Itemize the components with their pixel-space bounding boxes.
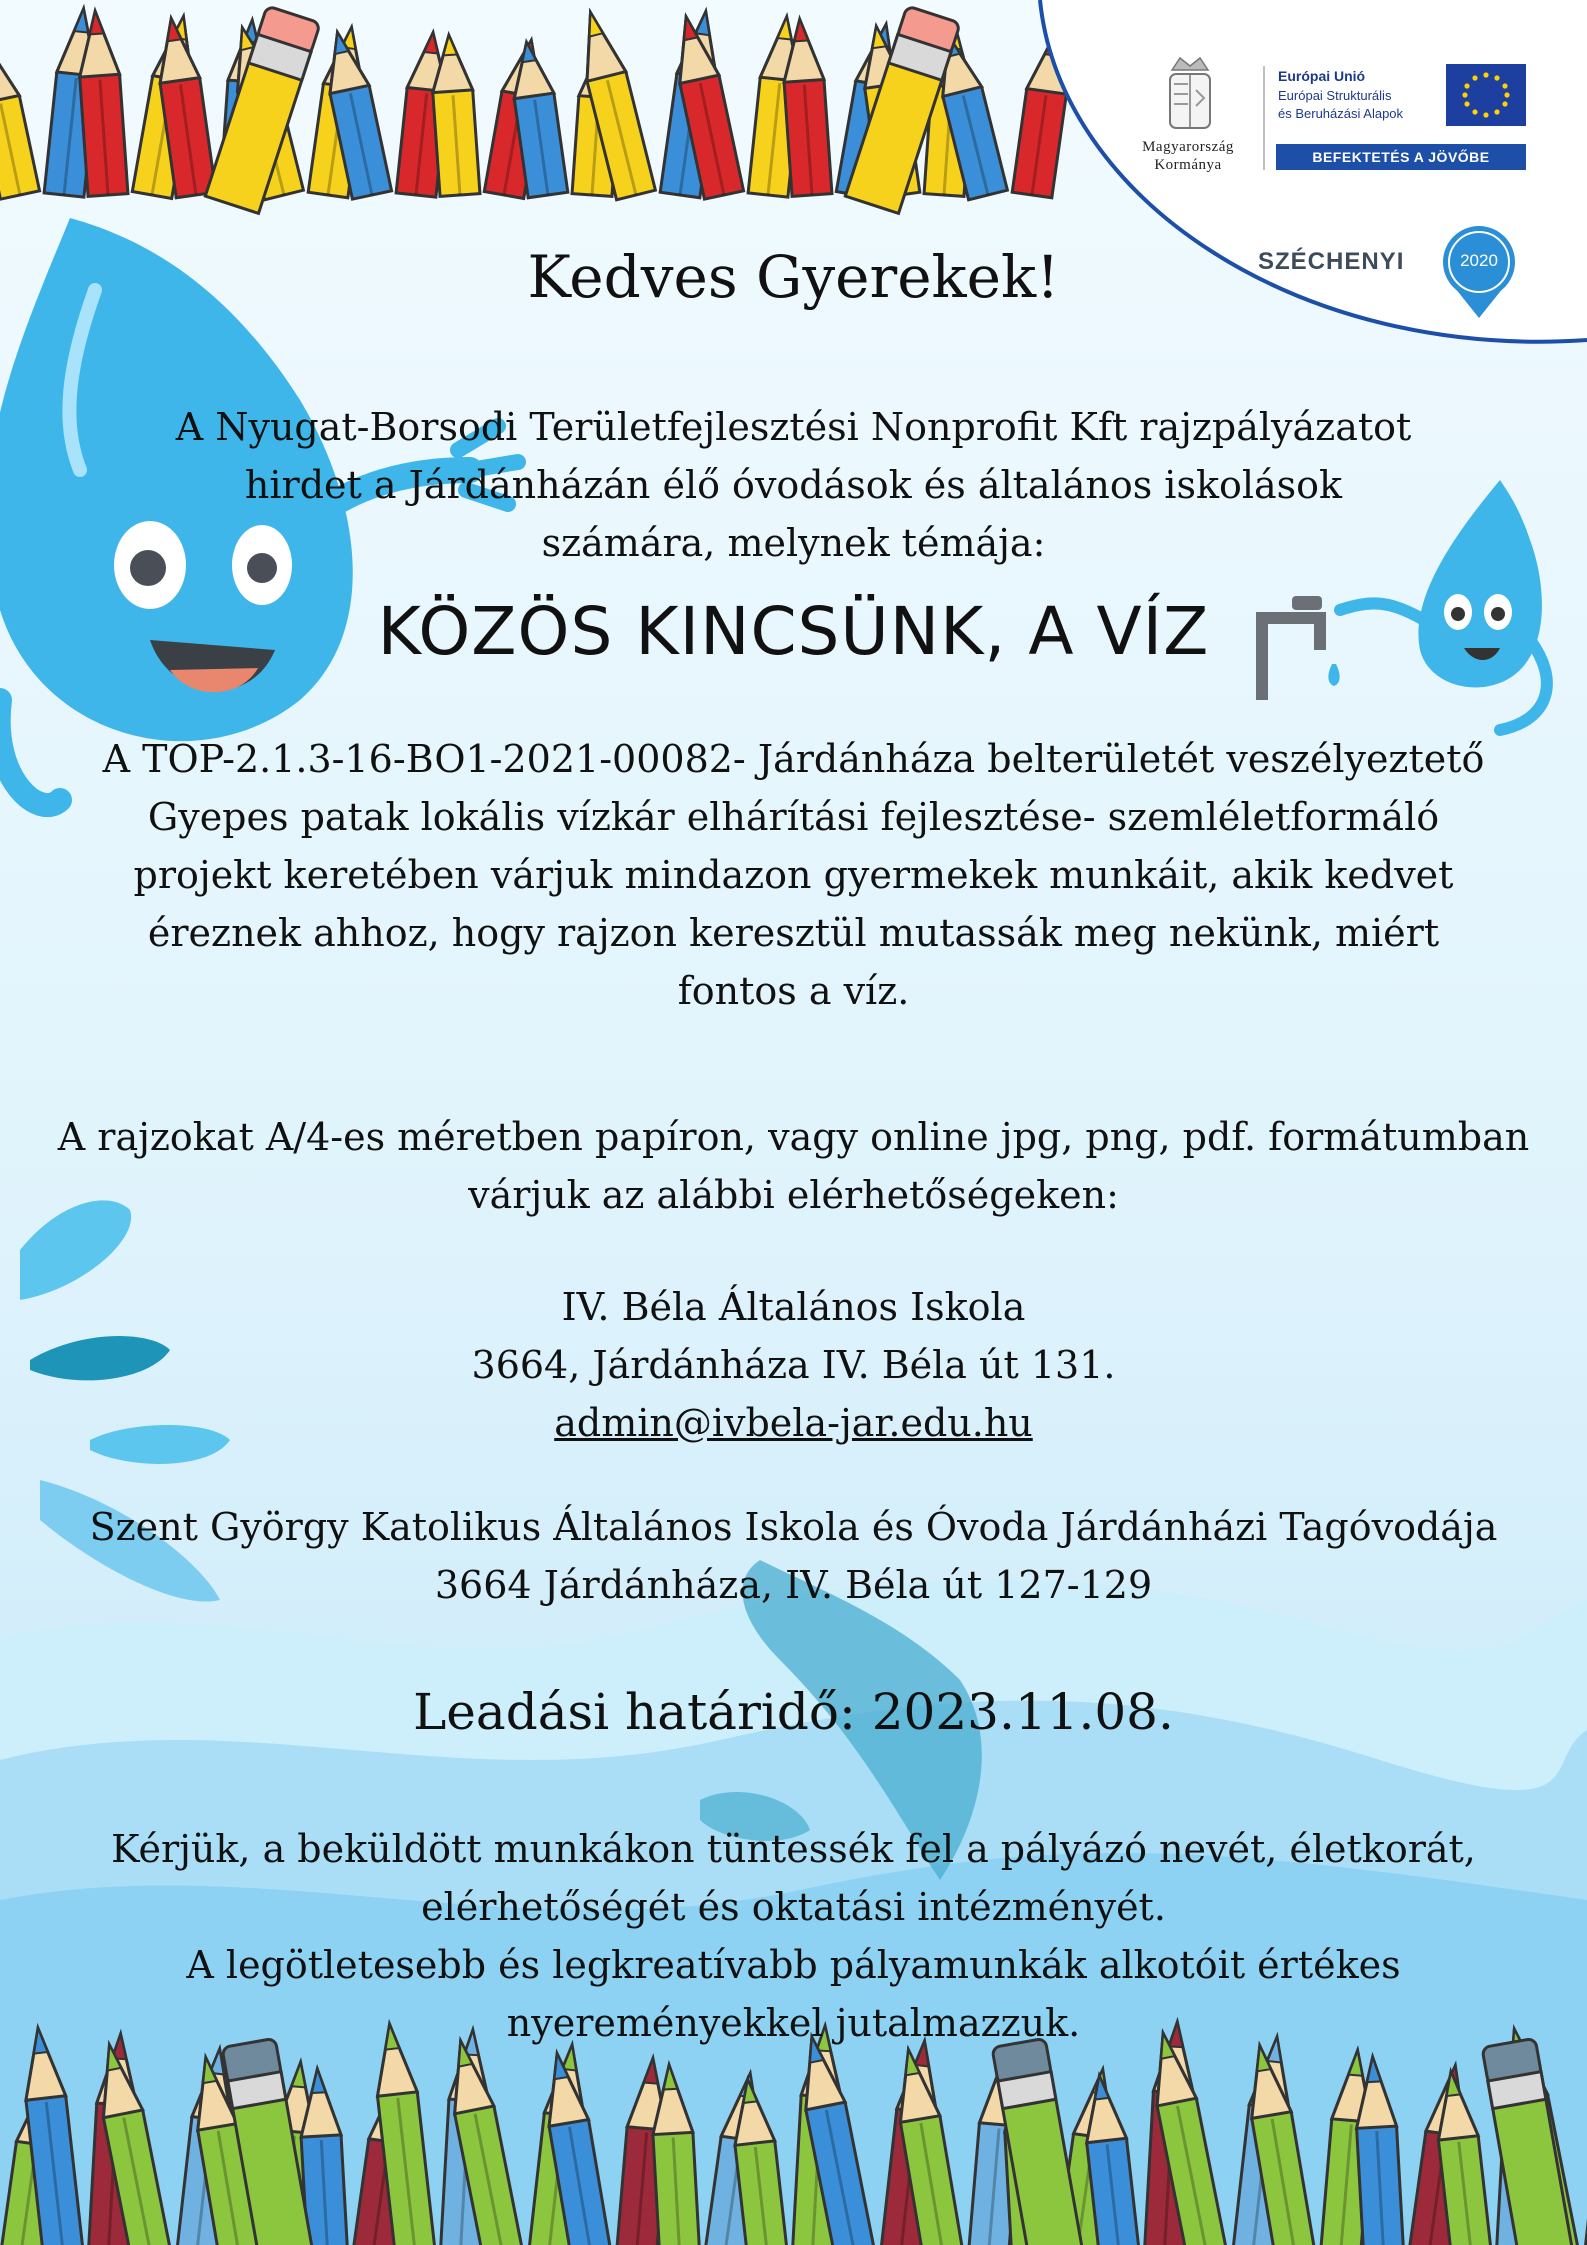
- intro-paragraph: [0, 398, 1587, 572]
- school2-name: Szent György Katolikus Általános Iskola és Óvoda Járdánházi Tagóvodája: [89, 1505, 1498, 1549]
- eu-title: Európai Unió: [1278, 68, 1366, 84]
- school1-contact: [0, 1278, 1587, 1452]
- project-paragraph: [0, 730, 1587, 1020]
- szechenyi-year: 2020: [1460, 251, 1498, 270]
- closing-line: Kérjük, a beküldött munkákon tüntessék fel a pályázó nevét, életkorát,: [111, 1827, 1476, 1871]
- closing-line: elérhetőségét és oktatási intézményét.: [421, 1885, 1166, 1929]
- deadline-text: Leadási határidő: 2023.11.08.: [413, 1683, 1174, 1741]
- project-line: fontos a víz.: [677, 969, 910, 1013]
- intro-line: A Nyugat-Borsodi Területfejlesztési Nonprofit Kft rajzpályázatot: [175, 405, 1412, 449]
- greeting-heading: Kedves Gyerekek!: [527, 243, 1060, 311]
- school1-name: IV. Béla Általános Iskola: [561, 1285, 1026, 1329]
- intro-line: számára, melynek témája:: [541, 521, 1046, 565]
- school2-contact: [0, 1498, 1587, 1614]
- intro-line: hirdet a Járdánházán élő óvodások és általános iskolások: [244, 463, 1343, 507]
- project-line: Gyepes patak lokális vízkár elhárítási fejlesztése- szemléletformáló: [147, 795, 1440, 839]
- eu-line1: Európai Strukturális: [1278, 88, 1392, 103]
- project-line: projekt keretében várjuk mindazon gyermekek munkáit, akik kedvet: [133, 853, 1454, 897]
- format-line: A rajzokat A/4-es méretben papíron, vagy online jpg, png, pdf. formátumban: [57, 1115, 1530, 1159]
- format-paragraph: [0, 1108, 1587, 1224]
- project-line: A TOP-2.1.3-16-BO1-2021-00082- Járdánháza belterületét veszélyeztető: [102, 737, 1485, 781]
- gov-line1: Magyarország: [1142, 139, 1234, 155]
- hungary-coat-of-arms-icon: [1170, 58, 1210, 128]
- government-logo-text: [1108, 138, 1268, 174]
- gov-line2: Kormánya: [1154, 157, 1222, 173]
- school1-email-link[interactable]: admin@ivbela-jar.edu.hu: [554, 1401, 1033, 1445]
- eu-invest-banner: BEFEKTETÉS A JÖVŐBE: [1276, 144, 1526, 170]
- school1-address: 3664, Járdánháza IV. Béla út 131.: [471, 1343, 1116, 1387]
- theme-title: KÖZÖS KINCSÜNK, A VÍZ: [377, 593, 1210, 670]
- eu-funds-logo: [1276, 64, 1526, 172]
- project-line: éreznek ahhoz, hogy rajzon keresztül mutassák meg nekünk, miért: [147, 911, 1440, 955]
- school2-address: 3664 Járdánháza, IV. Béla út 127-129: [434, 1563, 1153, 1607]
- closing-paragraph: [0, 1820, 1587, 2052]
- eu-line2: és Beruházási Alapok: [1278, 106, 1404, 121]
- format-line: várjuk az alábbi elérhetőségeken:: [468, 1173, 1119, 1217]
- closing-line: nyereményekkel jutalmazzuk.: [506, 2001, 1081, 2045]
- closing-line: A legötletesebb és legkreatívabb pályamunkák alkotóit értékes: [186, 1943, 1401, 1987]
- szechenyi-logo-text: SZÉCHENYI: [1258, 248, 1405, 275]
